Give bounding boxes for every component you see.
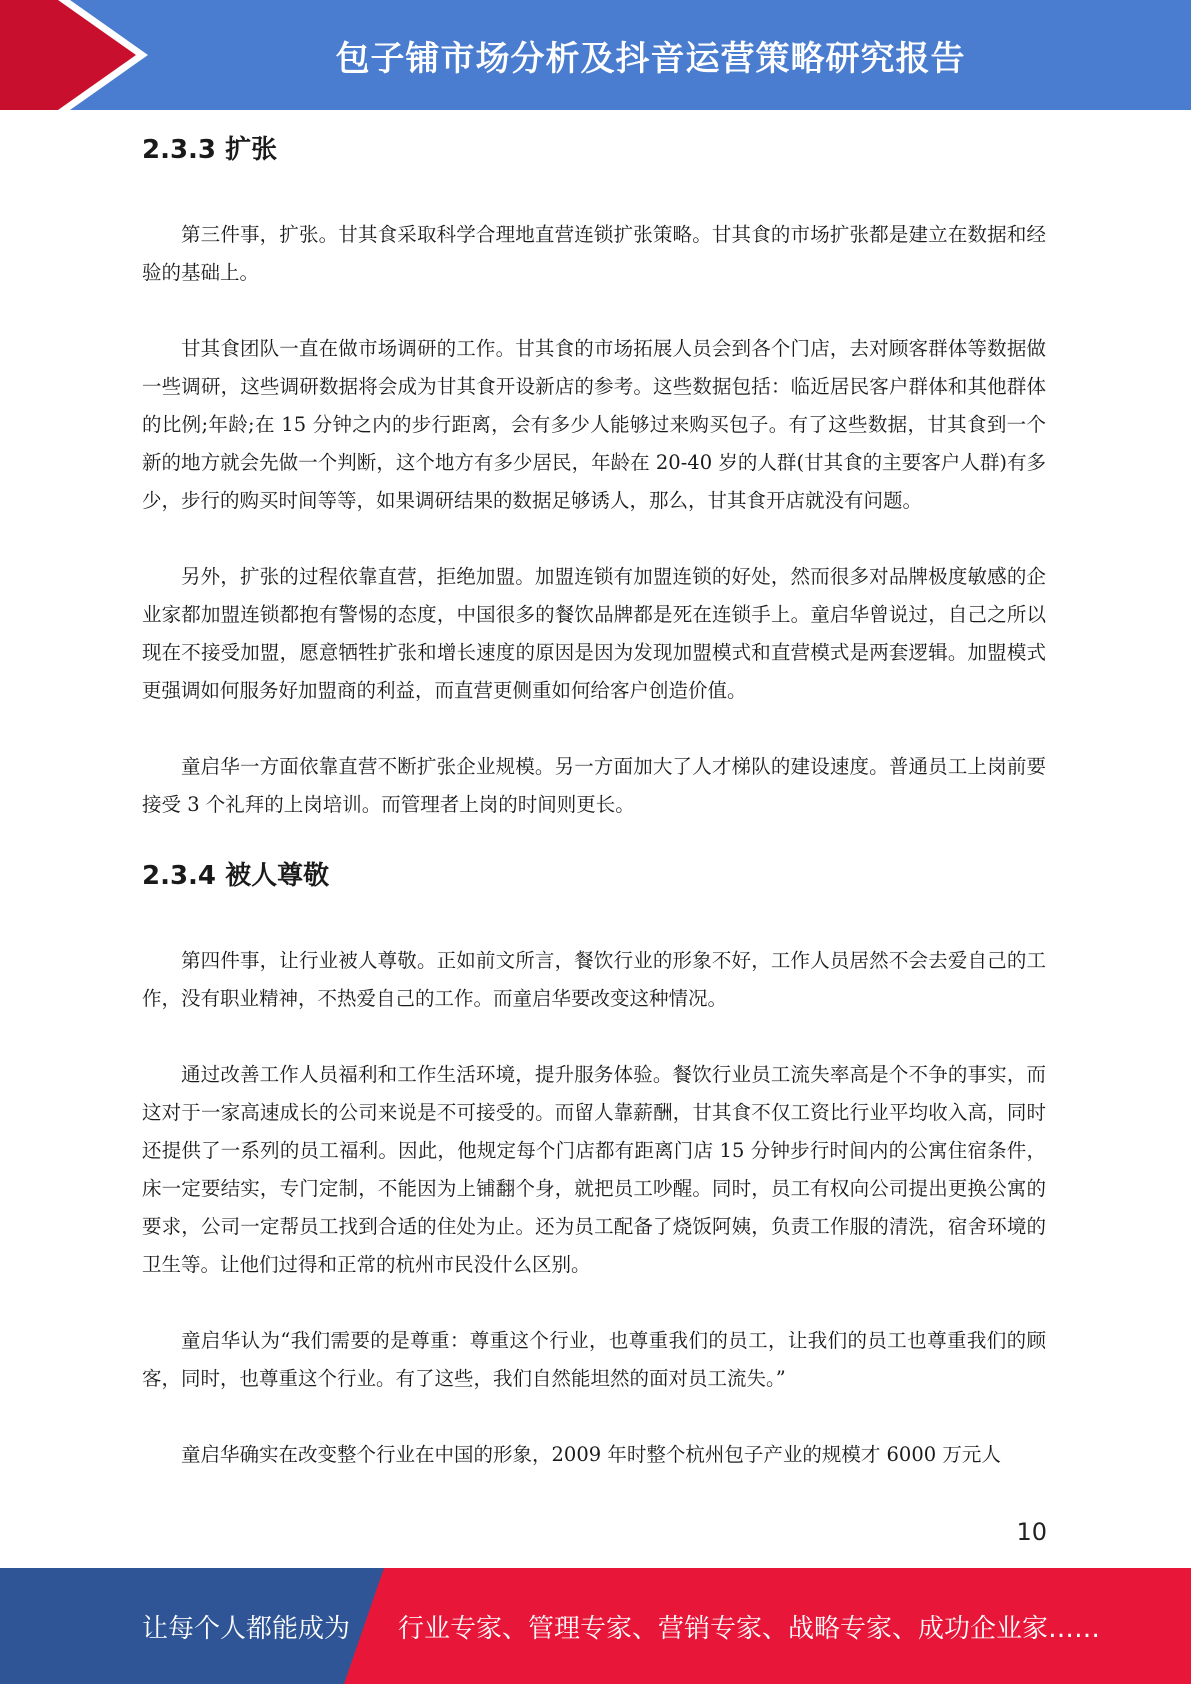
footer-slogan-left: 让每个人都能成为 <box>142 1613 351 1644</box>
paragraph: 甘其食团队一直在做市场调研的工作。甘其食的市场拓展人员会到各个门店，去对顾客群体等数据做一些调研，这些调研数据将会成为甘其食开设新店的参考。这些数据包括：临近居民客户群体和其他群体的比例;年龄;在 15 分钟之内的步行距离，会有多少人能够过来购买包子。有了这些数据，甘其食到一个新的地方就会先做一个判断，这个地方有多少居民，年龄在 20-40 岁的人群(甘其食的主要客户人群)有多少，步行的购买时间等等，如果调研结果的数据足够诱人，那么，甘其食开店就没有问题。 <box>142 337 1046 512</box>
paragraph: 童启华一方面依靠直营不断扩张企业规模。另一方面加大了人才梯队的建设速度。普通员工上岗前要接受 3 个礼拜的上岗培训。而管理者上岗的时间则更长。 <box>142 755 1046 816</box>
paragraph: 第三件事，扩张。甘其食采取科学合理地直营连锁扩张策略。甘其食的市场扩张都是建立在数据和经验的基础上。 <box>142 223 1046 284</box>
paragraph: 童启华确实在改变整个行业在中国的形象，2009 年时整个杭州包子产业的规模才 6000 万元人 <box>181 1443 1001 1466</box>
section-heading-respect: 2.3.4 被人尊敬 <box>142 861 330 891</box>
paragraph: 通过改善工作人员福利和工作生活环境，提升服务体验。餐饮行业员工流失率高是个不争的事实，而这对于一家高速成长的公司来说是不可接受的。而留人靠薪酬，甘其食不仅工资比行业平均收入高，同时还提供了一系列的员工福利。因此，他规定每个门店都有距离门店 15 分钟步行时间内的公寓住宿条件，床一定要结实，专门定制，不能因为上铺翻个身，就把员工吵醒。同时，员工有权向公司提出更换公寓的要求，公司一定帮员工找到合适的住处为止。还为员工配备了烧饭阿姨，负责工作服的清洗，宿舍环境的卫生等。让他们过得和正常的杭州市民没什么区别。 <box>142 1063 1046 1276</box>
header-arrow-decoration <box>0 0 155 110</box>
paragraph: 童启华认为“我们需要的是尊重：尊重这个行业，也尊重我们的员工，让我们的员工也尊重我们的顾客，同时，也尊重这个行业。有了这些，我们自然能坦然的面对员工流失。” <box>142 1329 1046 1390</box>
header-banner <box>0 0 1191 110</box>
section-heading-expansion: 2.3.3 扩张 <box>142 135 278 165</box>
footer-slogan-right: 行业专家、管理专家、营销专家、战略专家、成功企业家…… <box>398 1613 1101 1644</box>
page-number: 10 <box>1016 1518 1047 1546</box>
footer-banner <box>0 1568 1191 1684</box>
report-title: 包子铺市场分析及抖音运营策略研究报告 <box>335 38 966 79</box>
paragraph: 第四件事，让行业被人尊敬。正如前文所言，餐饮行业的形象不好，工作人员居然不会去爱自己的工作，没有职业精神，不热爱自己的工作。而童启华要改变这种情况。 <box>142 949 1046 1010</box>
paragraph: 另外，扩张的过程依靠直营，拒绝加盟。加盟连锁有加盟连锁的好处，然而很多对品牌极度敏感的企业家都加盟连锁都抱有警惕的态度，中国很多的餐饮品牌都是死在连锁手上。童启华曾说过，自己之所以现在不接受加盟，愿意牺牲扩张和增长速度的原因是因为发现加盟模式和直营模式是两套逻辑。加盟模式更强调如何服务好加盟商的利益，而直营更侧重如何给客户创造价值。 <box>142 565 1046 702</box>
document-body <box>142 128 1046 1474</box>
